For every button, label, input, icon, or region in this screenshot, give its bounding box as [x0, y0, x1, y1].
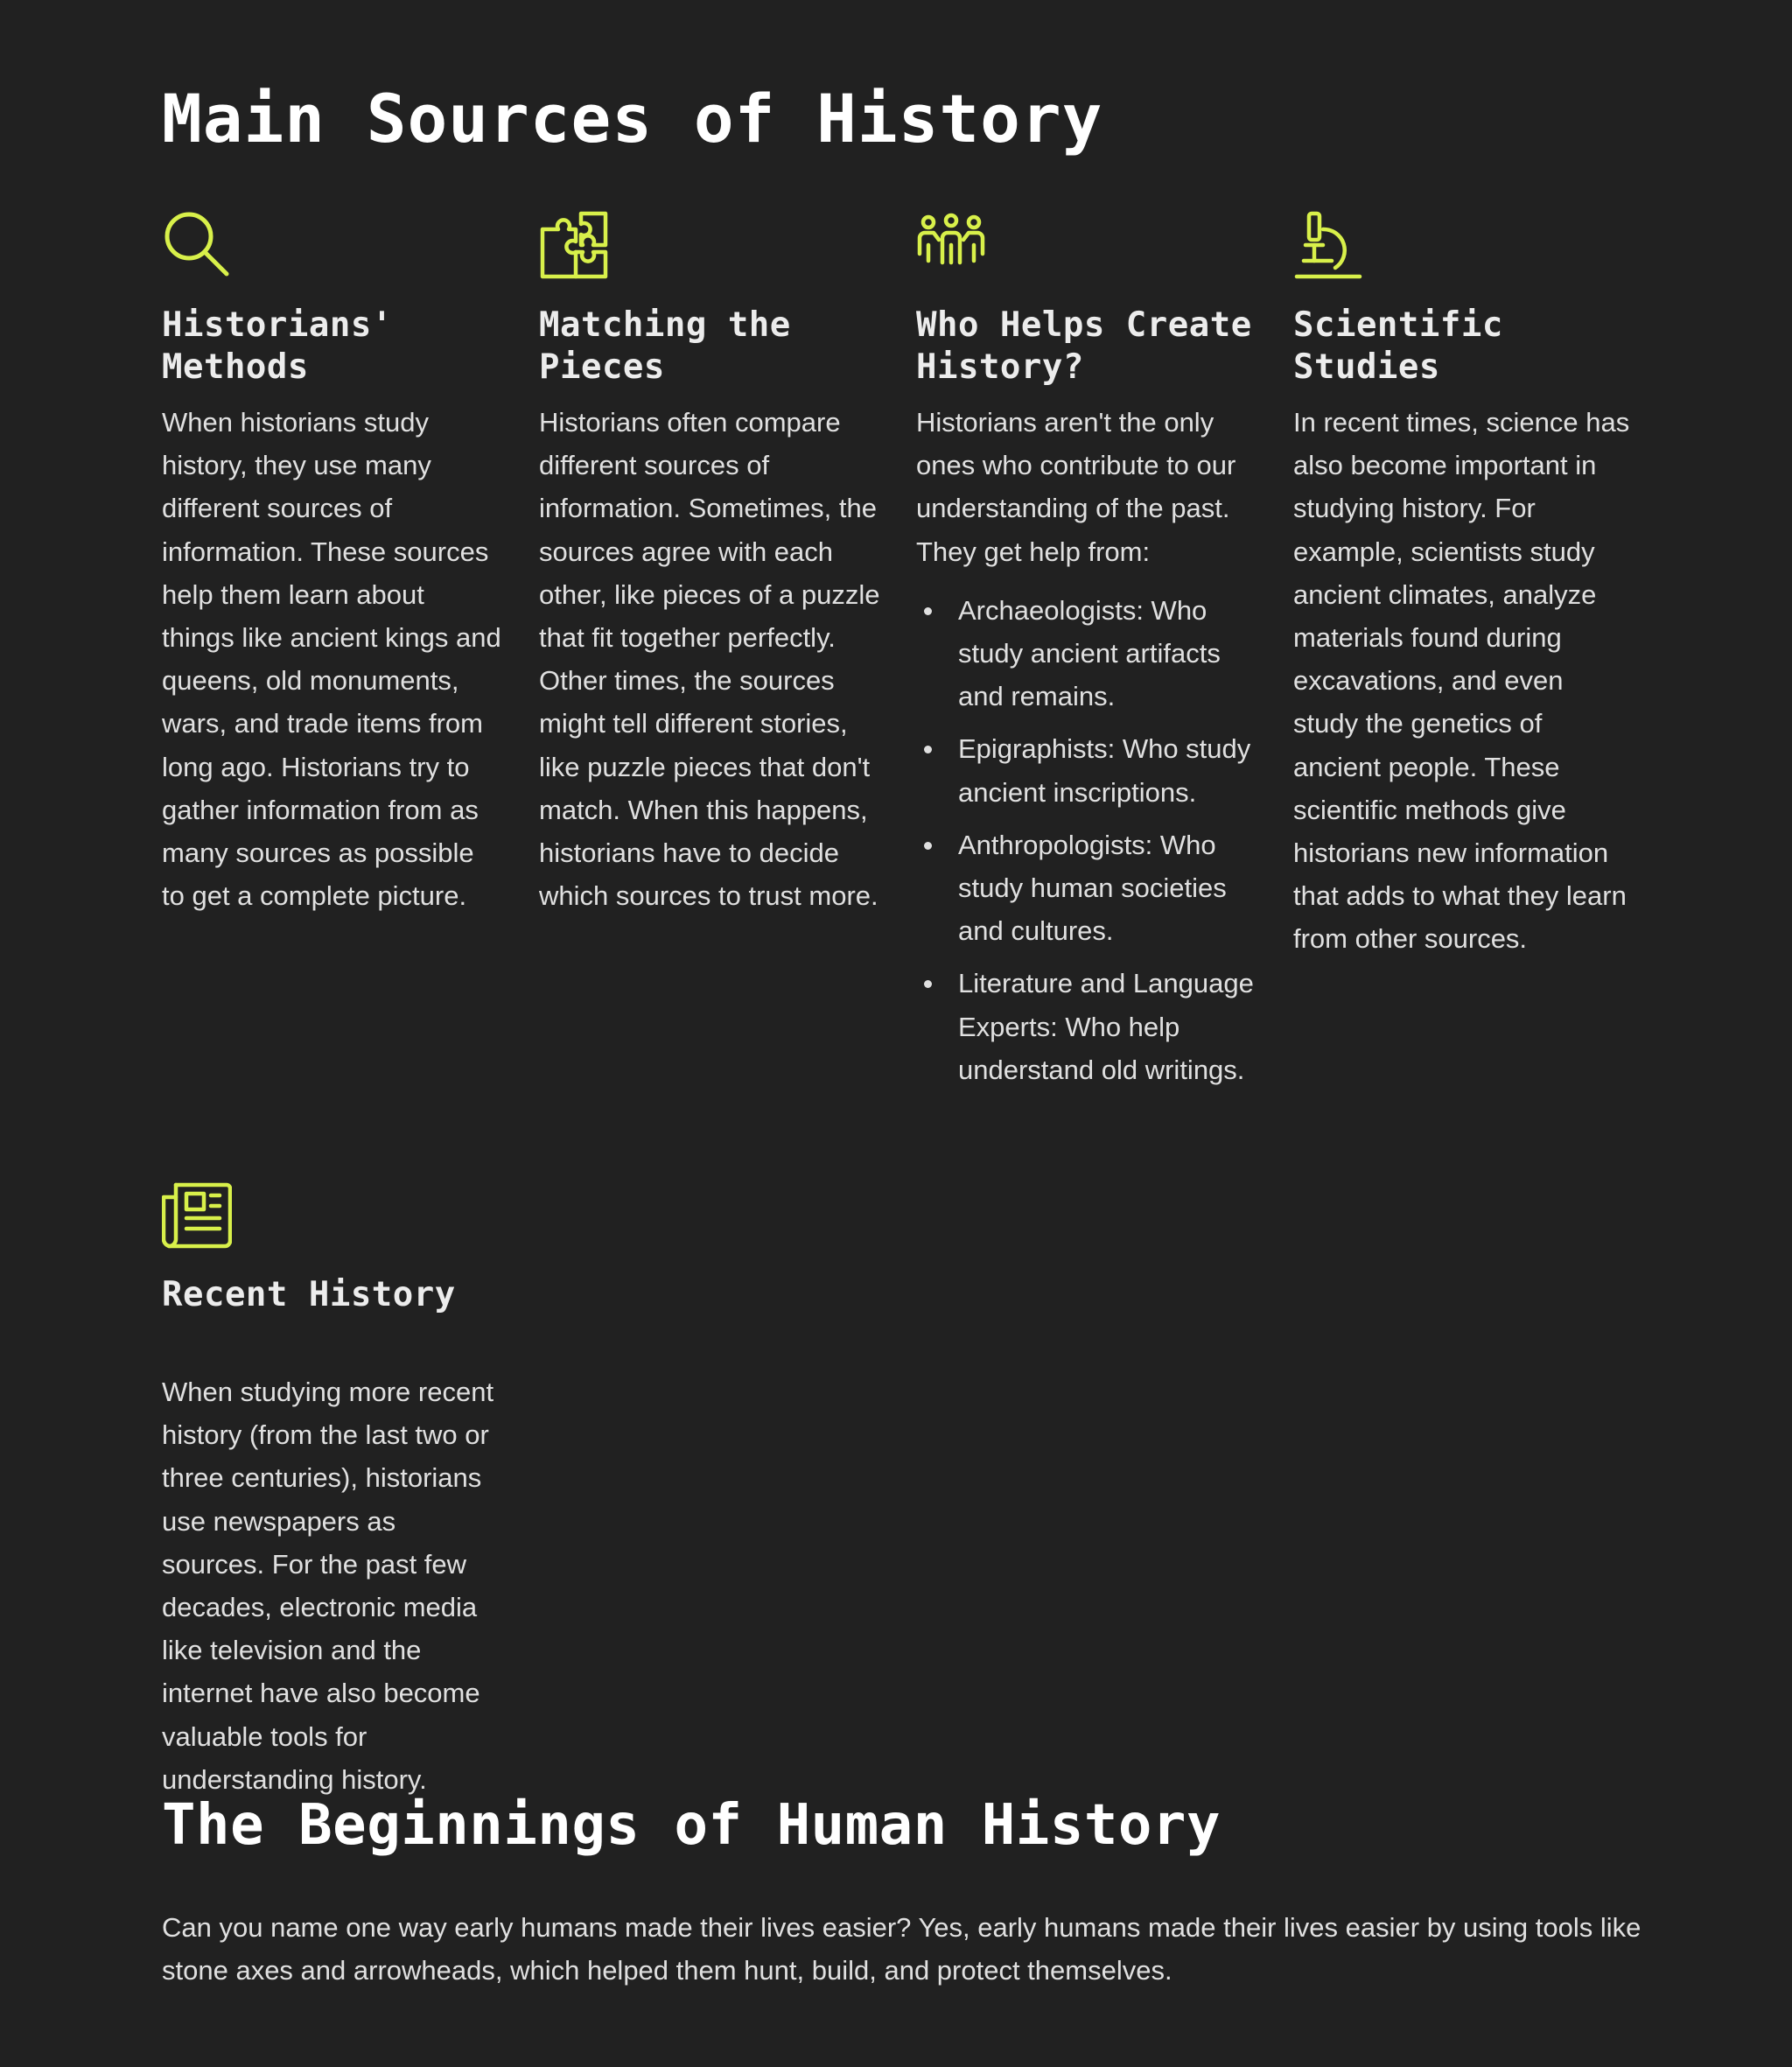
section-title: The Beginnings of Human History [162, 1793, 1221, 1858]
card-title: Recent History [162, 1275, 456, 1314]
card-historians-methods [162, 210, 503, 912]
people-icon [916, 210, 986, 280]
card-title: Matching the Pieces [539, 305, 791, 387]
microscope-icon [1293, 210, 1363, 280]
card-who-helps [916, 210, 1257, 1085]
card-paragraph: When historians study history, they use many different sources of information. These sources help them learn about things like ancient kings and queens, old monuments, wars, and trade items from long ago. Historians try to gather information from as many sources as possible to get a complete picture. [162, 407, 501, 912]
card-title: Who Helps Create History? [916, 305, 1252, 387]
card-paragraph: In recent times, science has also become important in studying history. For example, scientists study ancient climates, analyze materials found during excavations, and even study the genetics of ancient people. These scientific methods give historians new information that adds to what they learn from other sources. [1293, 407, 1630, 955]
card-recent-history [162, 1180, 503, 1795]
list-item: Archaeologists: Who study ancient artifacts and remains. [958, 589, 1257, 718]
card-matching-pieces [539, 210, 880, 912]
newspaper-icon [162, 1180, 232, 1250]
magnifier-icon [162, 210, 232, 280]
puzzle-icon [539, 210, 609, 280]
card-paragraph: Historians often compare different sources of information. Sometimes, the sources agree with each other, like pieces of a puzzle that fit together perfectly. Other times, the sources might tell different stories, like puzzle pieces that don't match. When this happens, historians have to decide which sources to trust more. [539, 407, 880, 912]
list-item: Anthropologists: Who study human societies and cultures. [958, 823, 1257, 953]
card-title: Scientific Studies [1293, 305, 1503, 387]
card-scientific-studies [1293, 210, 1634, 955]
list-item: Epigraphists: Who study ancient inscriptions. [958, 727, 1257, 813]
card-paragraph: Historians aren't the only ones who contribute to our understanding of the past. They get help from: [916, 407, 1236, 567]
card-title: Historians' Methods [162, 305, 393, 387]
page-title: Main Sources of History [162, 80, 1103, 158]
card-paragraph: When studying more recent history (from the last two or three centuries), historians use newspapers as sources. For the past few decades, electronic media like television and the internet have also become valuable tools for understanding history. [162, 1377, 494, 1795]
list-item: Literature and Language Experts: Who help understand old writings. [958, 962, 1257, 1091]
section-paragraph: Can you name one way early humans made their lives easier? Yes, early humans made their lives easier by using tools like stone axes and arrowheads, which helped them hunt, build, and protect themselves. [162, 1912, 1642, 1986]
helper-list [916, 589, 1257, 1091]
